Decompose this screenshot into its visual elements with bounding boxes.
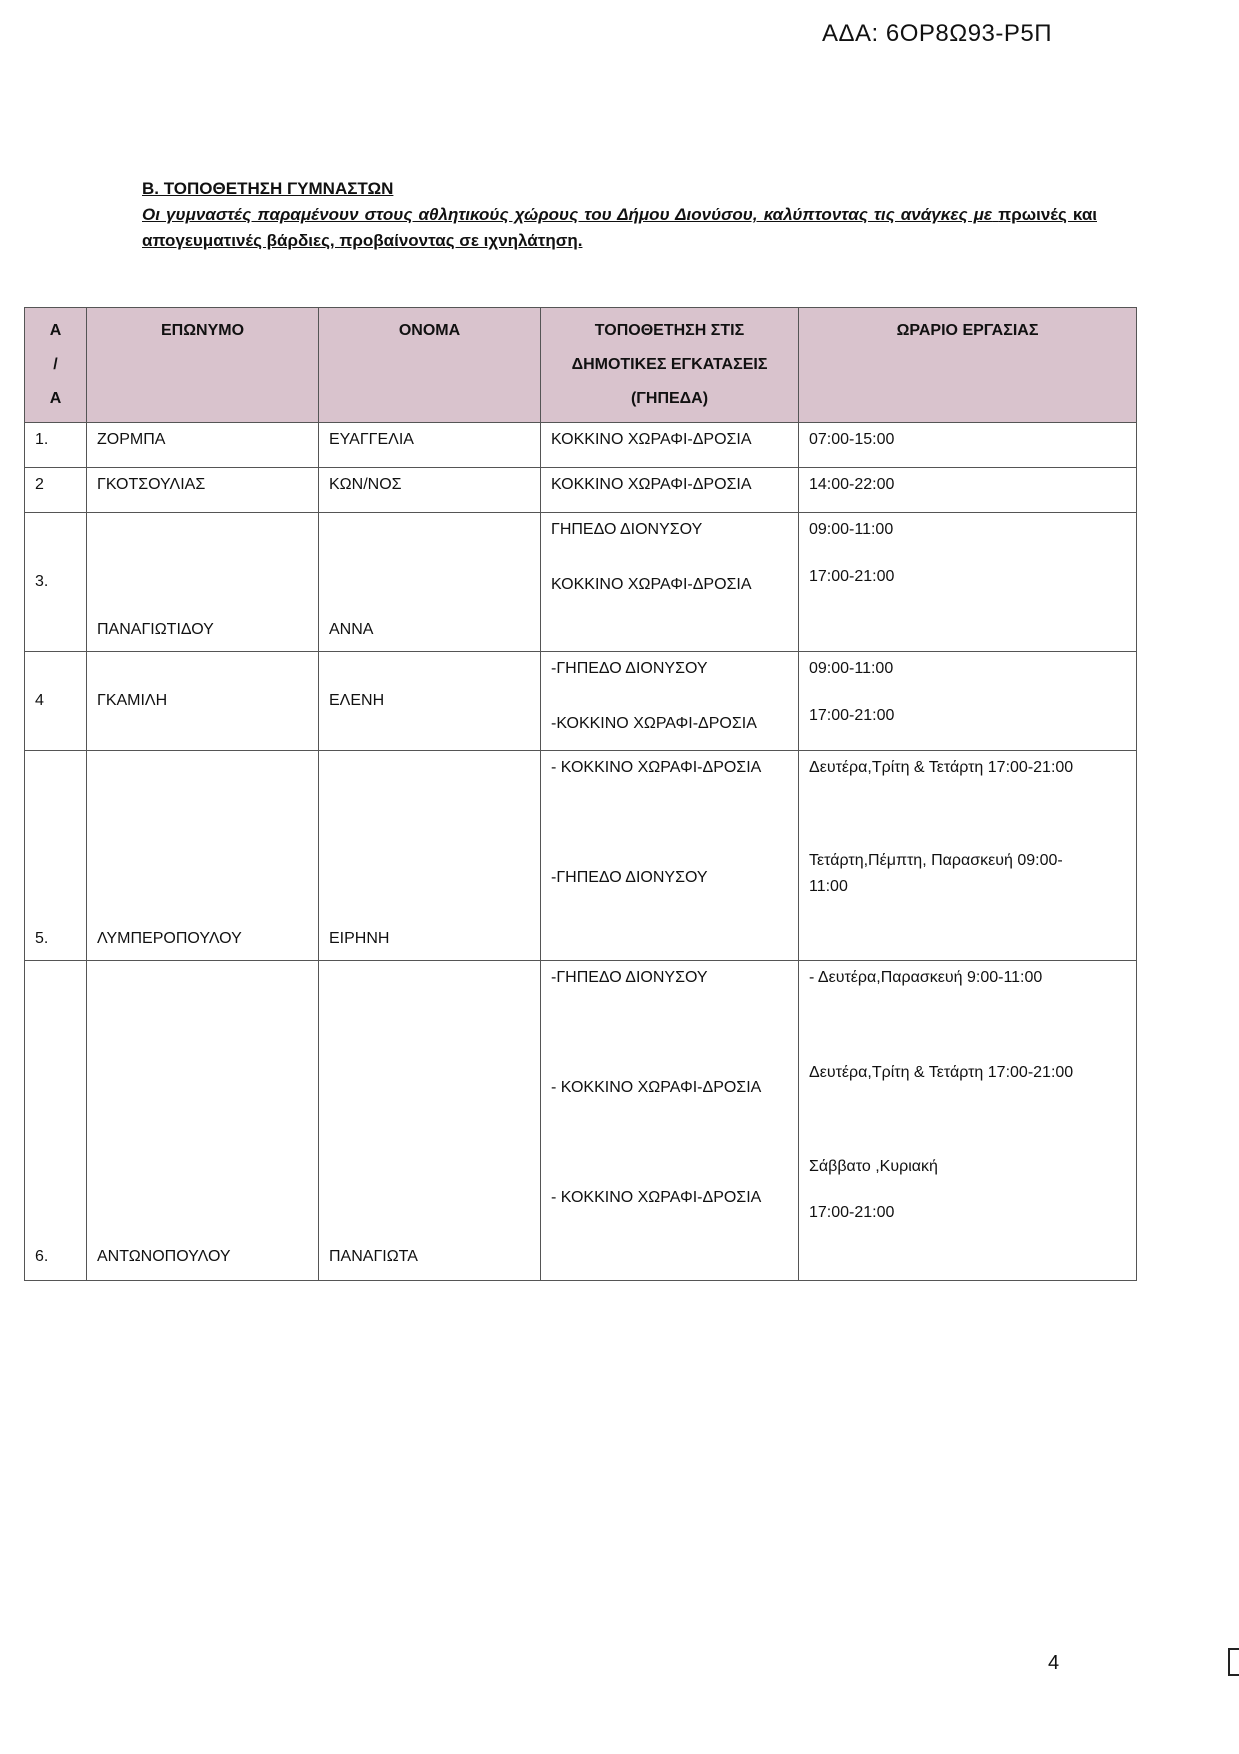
cell-surname bbox=[87, 652, 319, 751]
schedule-line: 17:00-21:00 bbox=[809, 707, 895, 724]
cell-aa bbox=[25, 513, 87, 652]
placement-line: - ΚΟΚΚΙΝΟ ΧΩΡΑΦΙ-ΔΡΟΣΙΑ bbox=[551, 1079, 762, 1096]
cell-aa-text: 5. bbox=[35, 930, 49, 947]
schedule-line: 09:00-11:00 bbox=[809, 660, 894, 677]
cell-name bbox=[319, 513, 541, 652]
cell-surname-text: ΓΚΑΜΙΛΗ bbox=[97, 692, 168, 709]
placement-line: -ΓΗΠΕΔΟ ΔΙΟΝΥΣΟΥ bbox=[551, 969, 708, 986]
cell-name bbox=[319, 652, 541, 751]
header-aa-line: / bbox=[53, 356, 58, 373]
cell-aa bbox=[25, 652, 87, 751]
table-row bbox=[25, 423, 1137, 468]
cell-name bbox=[319, 961, 541, 1281]
table-row bbox=[25, 468, 1137, 513]
page-number: 4 bbox=[1048, 1652, 1060, 1674]
cell-placement bbox=[541, 513, 799, 652]
section-description bbox=[142, 202, 1097, 254]
schedule-line: - Δευτέρα,Παρασκευή 9:00-11:00 bbox=[809, 969, 1043, 986]
table-row bbox=[25, 751, 1137, 961]
header-placement-line: ΔΗΜΟΤΙΚΕΣ ΕΓΚΑΤΑΣΕΙΣ bbox=[571, 356, 768, 373]
schedule-line: 09:00-11:00 bbox=[809, 521, 894, 538]
description-line-2: πρωινές και απογευματινές βάρδιες, προβαίνοντας σε ιχνηλάτηση. bbox=[142, 205, 1097, 250]
cell-aa-text: 6. bbox=[35, 1248, 49, 1265]
header-placement-line: ΤΟΠΟΘΕΤΗΣΗ ΣΤΙΣ bbox=[594, 322, 745, 339]
section-heading bbox=[142, 176, 1097, 254]
table-row bbox=[25, 652, 1137, 751]
cell-schedule bbox=[799, 652, 1137, 751]
cell-placement bbox=[541, 961, 799, 1281]
schedule-line: 17:00-21:00 bbox=[809, 568, 895, 585]
cell-schedule: 07:00-15:00 bbox=[799, 423, 1137, 468]
trainers-placement-table bbox=[24, 307, 1137, 1281]
cell-name-text: ΑΝΝΑ bbox=[329, 621, 374, 638]
cell-surname-text: ΑΝΤΩΝΟΠΟΥΛΟΥ bbox=[97, 1248, 231, 1265]
cell-aa-text: 3. bbox=[35, 573, 49, 590]
cell-surname-text: ΠΑΝΑΓΙΩΤΙΔΟΥ bbox=[97, 621, 214, 638]
schedule-line: Τετάρτη,Πέμπτη, Παρασκευή 09:00- bbox=[809, 852, 1063, 869]
schedule-line: Δευτέρα,Τρίτη & Τετάρτη 17:00-21:00 bbox=[809, 759, 1074, 776]
header-aa bbox=[25, 308, 87, 423]
cell-aa: 1. bbox=[25, 423, 87, 468]
cell-schedule bbox=[799, 513, 1137, 652]
header-placement-line: (ΓΗΠΕΔΑ) bbox=[630, 390, 709, 407]
cell-name: ΚΩΝ/ΝΟΣ bbox=[319, 468, 541, 513]
placement-line: ΓΗΠΕΔΟ ΔΙΟΝΥΣΟΥ bbox=[551, 521, 703, 538]
cell-aa: 2 bbox=[25, 468, 87, 513]
schedule-line: Δευτέρα,Τρίτη & Τετάρτη 17:00-21:00 bbox=[809, 1064, 1074, 1081]
schedule-line: Σάββατο ,Κυριακή bbox=[809, 1158, 938, 1175]
schedule-line: 11:00 bbox=[809, 878, 848, 895]
placement-line: -ΚΟΚΚΙΝΟ ΧΩΡΑΦΙ-ΔΡΟΣΙΑ bbox=[551, 715, 757, 732]
header-surname: ΕΠΩΝΥΜΟ bbox=[87, 308, 319, 423]
header-schedule: ΩΡΑΡΙΟ ΕΡΓΑΣΙΑΣ bbox=[799, 308, 1137, 423]
header-name: ΟΝΟΜΑ bbox=[319, 308, 541, 423]
header-aa-line: Α bbox=[49, 390, 62, 407]
cell-surname-text: ΛΥΜΠΕΡΟΠΟΥΛΟΥ bbox=[97, 930, 242, 947]
placement-line: - ΚΟΚΚΙΝΟ ΧΩΡΑΦΙ-ΔΡΟΣΙΑ bbox=[551, 1189, 762, 1206]
cell-aa bbox=[25, 751, 87, 961]
cell-schedule: 14:00-22:00 bbox=[799, 468, 1137, 513]
cell-surname bbox=[87, 513, 319, 652]
table-header-row bbox=[25, 308, 1137, 423]
cell-name: ΕΥΑΓΓΕΛΙΑ bbox=[319, 423, 541, 468]
cell-schedule bbox=[799, 961, 1137, 1281]
placement-line: -ΓΗΠΕΔΟ ΔΙΟΝΥΣΟΥ bbox=[551, 869, 708, 886]
cell-name-text: ΕΙΡΗΝΗ bbox=[329, 930, 390, 947]
cell-surname: ΖΟΡΜΠΑ bbox=[87, 423, 319, 468]
description-line-1: Οι γυμναστές παραμένουν στους αθλητικούς χώρους του Δήμου Διονύσου, καλύπτοντας τις ανάγκες με bbox=[142, 205, 993, 224]
cell-schedule bbox=[799, 751, 1137, 961]
cell-placement bbox=[541, 652, 799, 751]
placement-line: - ΚΟΚΚΙΝΟ ΧΩΡΑΦΙ-ΔΡΟΣΙΑ bbox=[551, 759, 762, 776]
cell-placement: ΚΟΚΚΙΝΟ ΧΩΡΑΦΙ-ΔΡΟΣΙΑ bbox=[541, 468, 799, 513]
cell-placement bbox=[541, 751, 799, 961]
cell-name bbox=[319, 751, 541, 961]
placement-line: ΚΟΚΚΙΝΟ ΧΩΡΑΦΙ-ΔΡΟΣΙΑ bbox=[551, 576, 752, 593]
edge-mark bbox=[1228, 1648, 1239, 1676]
table-row bbox=[25, 513, 1137, 652]
cell-surname bbox=[87, 961, 319, 1281]
cell-name-text: ΕΛΕΝΗ bbox=[329, 692, 385, 709]
section-title: Β. ΤΟΠΟΘΕΤΗΣΗ ΓΥΜΝΑΣΤΩΝ bbox=[142, 179, 394, 198]
table-row bbox=[25, 961, 1137, 1281]
ada-code: ΑΔΑ: 6ΟΡ8Ω93-Ρ5Π bbox=[822, 20, 1053, 47]
cell-placement: ΚΟΚΚΙΝΟ ΧΩΡΑΦΙ-ΔΡΟΣΙΑ bbox=[541, 423, 799, 468]
header-placement bbox=[541, 308, 799, 423]
cell-name-text: ΠΑΝΑΓΙΩΤΑ bbox=[329, 1248, 418, 1265]
schedule-line: 17:00-21:00 bbox=[809, 1204, 895, 1221]
header-aa-line: Α bbox=[49, 322, 62, 339]
placement-line: -ΓΗΠΕΔΟ ΔΙΟΝΥΣΟΥ bbox=[551, 660, 708, 677]
cell-surname: ΓΚΟΤΣΟΥΛΙΑΣ bbox=[87, 468, 319, 513]
cell-aa-text: 4 bbox=[35, 692, 44, 709]
cell-surname bbox=[87, 751, 319, 961]
cell-aa bbox=[25, 961, 87, 1281]
